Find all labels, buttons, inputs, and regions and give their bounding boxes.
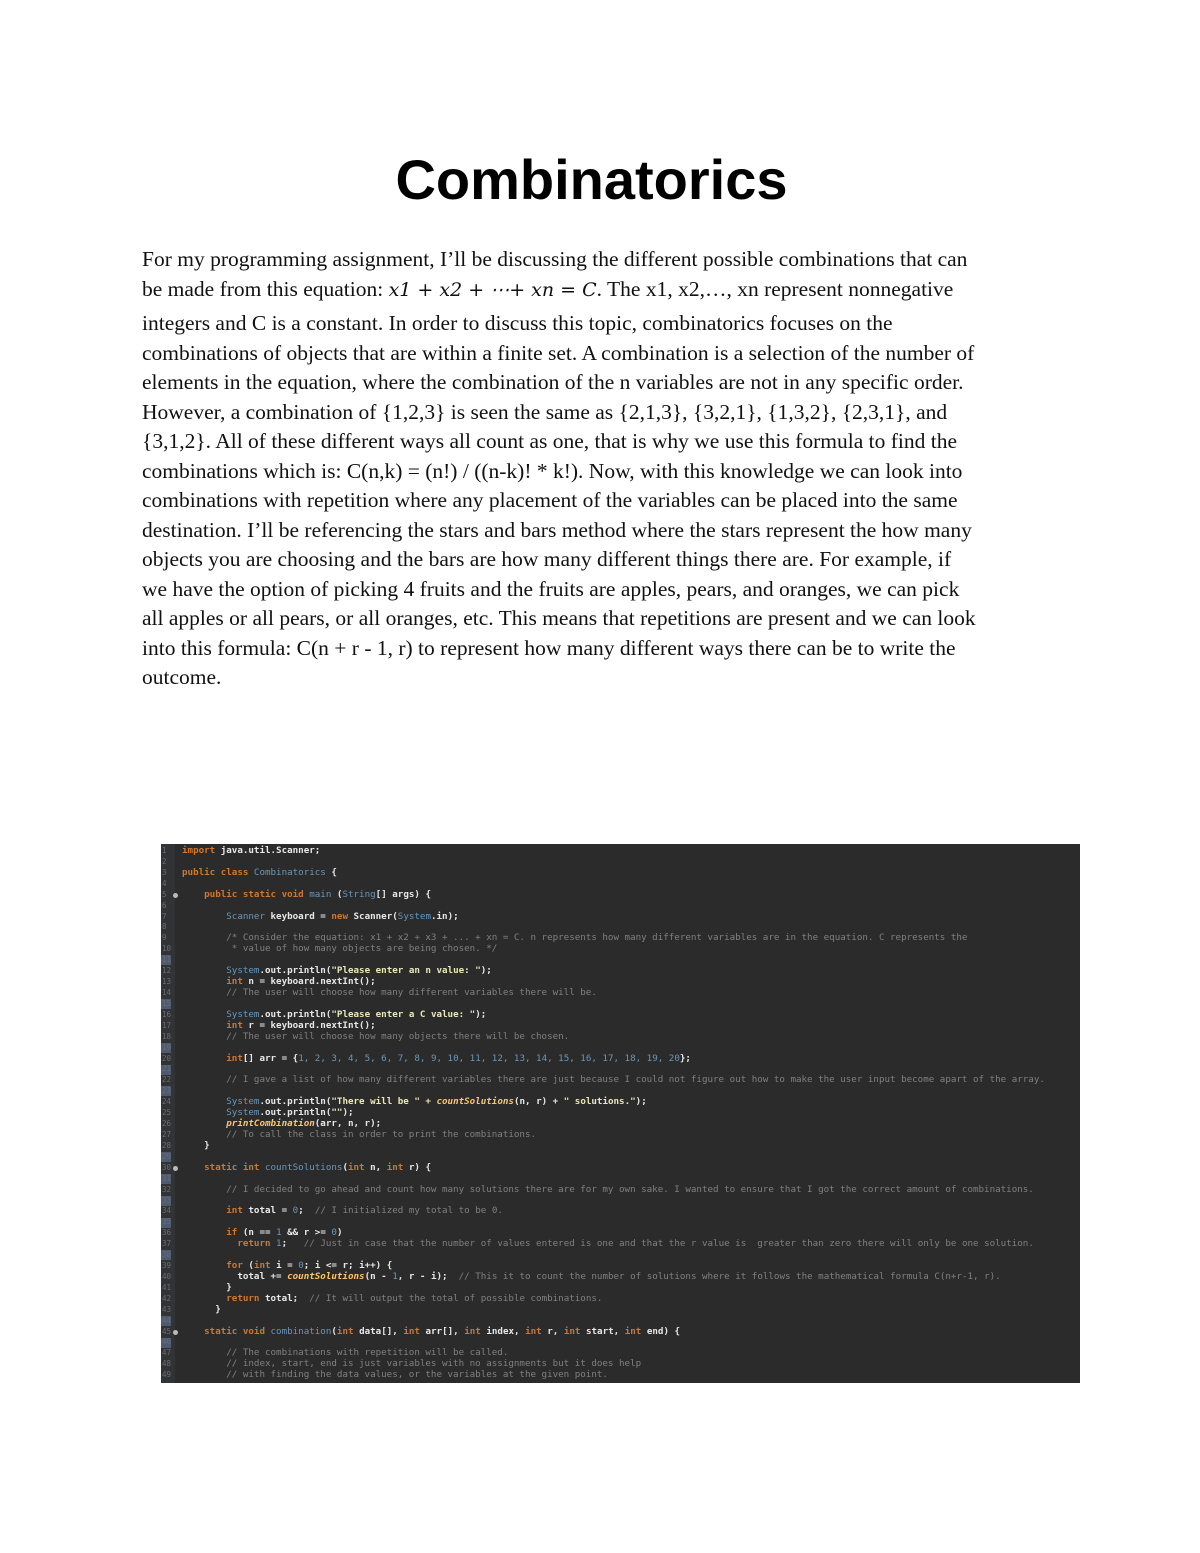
line-number: 18: [162, 1031, 172, 1041]
code-token: ): [336, 1227, 343, 1239]
paragraph-line: For my programming assignment, I’ll be discussing the different possible combinations that can: [142, 247, 968, 271]
code-token: );: [475, 1008, 487, 1020]
code-token: return: [182, 1238, 277, 1250]
code-token: main: [309, 888, 337, 900]
code-token: if: [182, 1227, 243, 1239]
line-number: 6: [162, 900, 167, 910]
line-number: 35: [162, 1217, 172, 1227]
code-token: return: [182, 1292, 265, 1304]
code-line: [161, 1075, 1080, 1086]
code-token: countSolutions: [287, 1270, 365, 1282]
paragraph-line: we have the option of picking 4 fruits and the fruits are apples, pears, and oranges, we can pick: [142, 576, 960, 601]
line-number: 47: [162, 1348, 172, 1358]
code-token: ;: [298, 1205, 315, 1217]
code-token: }: [182, 1281, 232, 1293]
paragraph-line: all apples or all pears, or all oranges, etc. This means that repetitions are present and we can look: [142, 606, 976, 630]
page-title: Combinatorics: [395, 148, 788, 211]
code-token: end) {: [646, 1325, 681, 1337]
code-token: r,: [547, 1325, 564, 1337]
line-number: 37: [162, 1239, 172, 1249]
code-token: String: [342, 888, 376, 900]
code-token: System: [182, 965, 260, 977]
code-token: };: [679, 1052, 691, 1064]
line-number: 36: [162, 1228, 172, 1238]
line-number: 40: [162, 1271, 172, 1281]
line-number: 11: [162, 955, 172, 965]
code-line: [161, 1130, 1080, 1141]
paragraph-line: destination. I’ll be referencing the stars and bars method where the stars represent the how many: [142, 517, 972, 542]
code-token: "Please enter an n value: ": [331, 965, 481, 977]
code-line: [161, 912, 1080, 923]
line-number: 25: [162, 1108, 172, 1118]
code-token: Combinatorics: [253, 866, 332, 878]
code-token: public static void: [182, 888, 310, 900]
code-token: .out.println(: [259, 1096, 332, 1108]
code-token: (: [336, 888, 343, 900]
code-token: keyboard =: [270, 910, 332, 922]
line-number: 41: [162, 1282, 172, 1292]
code-token: {: [331, 866, 337, 878]
code-token: System: [397, 910, 431, 922]
code-text: [182, 988, 597, 999]
code-token: 0: [331, 1227, 337, 1239]
code-token: // To call the class in order to print the combinations.: [182, 1128, 537, 1140]
code-token: r = keyboard.nextInt();: [248, 1019, 376, 1031]
code-text: [182, 1370, 608, 1381]
line-number: 3: [162, 867, 167, 877]
code-line: [161, 944, 1080, 955]
line-number: 14: [162, 987, 172, 997]
line-number: 5: [162, 889, 167, 899]
code-token: * value of how many objects are being chosen. */: [182, 943, 498, 955]
line-number: 24: [162, 1097, 172, 1107]
paragraph-line: {3,1,2}. All of these different ways all count as one, that is why we use this formula to find the: [142, 429, 957, 453]
code-token: i =: [276, 1260, 299, 1272]
code-token: countSolutions: [436, 1096, 514, 1108]
paragraph-line: However, a combination of {1,2,3} is seen the same as {2,1,3}, {3,2,1}, {1,3,2}, {2,3,1}, and: [142, 399, 948, 424]
code-token: import: [182, 845, 221, 856]
code-token: (: [248, 1260, 254, 1272]
code-token: static void: [182, 1325, 271, 1337]
code-text: [182, 1075, 1045, 1086]
code-token: int: [403, 1325, 426, 1337]
code-token: 1, 2, 3, 4, 5, 6, 7, 8, 9, 10, 11, 12, 13, 14, 15, 16, 17, 18, 19, 20: [298, 1052, 680, 1064]
line-number: 38: [162, 1250, 172, 1260]
code-line: [161, 1163, 1080, 1174]
code-token: int: [347, 1161, 371, 1173]
code-token: (n, r) +: [513, 1096, 564, 1108]
code-token: total =: [248, 1205, 293, 1217]
code-token: System: [182, 1008, 260, 1020]
line-number: 23: [162, 1086, 172, 1096]
code-token: System: [182, 1096, 260, 1108]
code-line: [161, 868, 1080, 879]
line-number: 29: [162, 1151, 172, 1161]
line-number: 7: [162, 911, 167, 921]
code-line: [161, 1141, 1080, 1152]
code-text: [182, 1272, 1001, 1283]
code-token: .out.println(: [259, 1008, 332, 1020]
code-token: );: [635, 1096, 647, 1108]
paragraph-text: . The x1, x2,…, xn represent nonnegative: [596, 276, 954, 301]
code-token: "Please enter a C value: ": [331, 1008, 476, 1020]
code-token: // The user will choose how many objects there will be chosen.: [182, 1030, 570, 1042]
line-number: 15: [162, 998, 172, 1008]
line-number: 42: [162, 1293, 172, 1303]
code-token: // It will output the total of possible combinations.: [309, 1292, 603, 1304]
code-token: 1: [276, 1238, 282, 1250]
code-token: 0: [298, 1260, 304, 1272]
code-token: , r - i);: [397, 1270, 459, 1282]
code-token: ;: [281, 1238, 304, 1250]
code-screenshot: [161, 844, 1080, 1383]
code-text: [182, 1206, 503, 1217]
line-number: 26: [162, 1119, 172, 1129]
code-token: && r >=: [287, 1227, 332, 1239]
code-token: }: [182, 1139, 210, 1151]
code-token: (arr, n, r);: [314, 1118, 382, 1130]
code-token: arr[],: [425, 1325, 465, 1337]
line-number: 44: [162, 1315, 172, 1325]
code-token: int: [336, 1325, 360, 1337]
code-line: [161, 1239, 1080, 1250]
code-line: [161, 890, 1080, 901]
code-token: // index, start, end is just variables with no assignments but it does help: [182, 1358, 642, 1370]
line-number: 32: [162, 1184, 172, 1194]
code-token: // This it to count the number of solutions where it follows the mathematical formula C(n+r-1, r).: [458, 1270, 1001, 1282]
line-number: 34: [162, 1206, 172, 1216]
code-line: [161, 988, 1080, 999]
equation: x1 + x2 + ⋯+ xn = C: [388, 278, 597, 301]
code-token: for: [182, 1260, 249, 1272]
paragraph-line: [142, 275, 1072, 306]
paragraph-line: combinations with repetition where any placement of the variables can be placed into the same: [142, 488, 958, 512]
code-token: (n ==: [242, 1227, 277, 1239]
fold-marker-icon[interactable]: [173, 1330, 178, 1335]
code-token: // The combinations with repetition will be called.: [182, 1347, 509, 1359]
code-text: [182, 1327, 680, 1338]
code-token: [] args) {: [375, 888, 431, 900]
code-text: [182, 944, 497, 955]
code-token: " solutions.": [563, 1096, 636, 1108]
line-number: 46: [162, 1337, 172, 1347]
code-token: ; i <= r; i++) {: [303, 1260, 393, 1272]
body-paragraph: [142, 245, 1072, 693]
fold-marker-icon[interactable]: [173, 893, 178, 898]
line-number: 43: [162, 1304, 172, 1314]
line-number: 39: [162, 1261, 172, 1271]
code-token: Scanner: [182, 910, 271, 922]
paragraph-text: be made from this equation:: [142, 276, 389, 301]
code-token: // I gave a list of how many different variables there are just because I could not figure out how to make the user input become apart of the array.: [182, 1074, 1045, 1086]
code-token: start,: [585, 1325, 625, 1337]
code-token: 1: [276, 1227, 288, 1239]
code-token: // I decided to go ahead and count how many solutions there are for my own sake. I wanted to ensure that I got the correct amount of combinations.: [182, 1183, 1034, 1195]
line-number: 33: [162, 1195, 172, 1205]
fold-marker-icon[interactable]: [173, 1166, 178, 1171]
code-token: "There will be " +: [331, 1096, 437, 1108]
code-token: .out.println(: [259, 1107, 332, 1119]
code-token: .in);: [430, 910, 459, 922]
code-token: .out.println(: [259, 965, 332, 977]
code-token: total +=: [182, 1270, 288, 1282]
paragraph-line: into this formula: C(n + r - 1, r) to represent how many different ways there can be to write the: [142, 635, 956, 660]
code-token: "": [331, 1107, 343, 1119]
code-text: [182, 846, 320, 857]
code-token: }: [182, 1303, 221, 1315]
code-token: 0: [292, 1205, 299, 1217]
line-number: 45: [162, 1326, 172, 1336]
code-line: [161, 1327, 1080, 1338]
line-number: 28: [162, 1140, 172, 1150]
paragraph-line: combinations which is: C(n,k) = (n!) / ((n-k)! * k!). Now, with this knowledge we can look into: [142, 458, 963, 483]
code-token: int: [182, 1019, 249, 1031]
code-text: [182, 1032, 569, 1043]
code-token: total;: [264, 1292, 310, 1304]
code-text: [182, 890, 431, 901]
code-token: int: [386, 1161, 409, 1173]
line-number: 48: [162, 1359, 172, 1369]
code-token: int: [253, 1260, 277, 1272]
code-token: // The user will choose how many different variables there will be.: [182, 986, 597, 998]
line-number: 4: [162, 878, 167, 888]
code-token: countSolutions: [264, 1161, 343, 1173]
code-token: (: [331, 1325, 337, 1337]
code-token: /* Consider the equation: x1 + x2 + x3 + ... + xn = C. n represents how many different variables are in the equation. C represents the: [182, 932, 968, 944]
code-text: [182, 868, 337, 879]
code-line: [161, 1272, 1080, 1283]
code-token: int: [182, 976, 249, 988]
code-token: Scanner(: [353, 910, 398, 922]
line-number: 12: [162, 966, 172, 976]
paragraph-line: integers and C is a constant. In order to discuss this topic, combinatorics focuses on the: [142, 311, 893, 335]
code-line: [161, 1294, 1080, 1305]
code-token: n = keyboard.nextInt();: [248, 976, 376, 988]
code-line: [161, 1370, 1080, 1381]
line-number: 13: [162, 977, 172, 987]
code-text: [182, 912, 459, 923]
code-text: [182, 1054, 691, 1065]
code-token: int: [464, 1325, 487, 1337]
code-token: // with finding the data values, or the variables at the given point.: [182, 1369, 608, 1381]
line-number: 22: [162, 1075, 172, 1085]
line-number: 49: [162, 1370, 172, 1380]
code-token: // Just in case that the number of values entered is one and that the r value is greater than zero there will only be one solution.: [303, 1238, 1034, 1250]
code-token: System: [182, 1107, 260, 1119]
code-line: [161, 846, 1080, 857]
paragraph-line: objects you are choosing and the bars are how many different things there are. For example, if: [142, 547, 952, 571]
code-line: [161, 1054, 1080, 1065]
code-line: [161, 1032, 1080, 1043]
line-number: 27: [162, 1129, 172, 1139]
code-token: int: [624, 1325, 647, 1337]
code-token: [] arr = {: [242, 1052, 299, 1064]
code-token: int: [563, 1325, 586, 1337]
code-token: (n -: [364, 1270, 393, 1282]
code-lines: [161, 846, 1080, 1381]
line-number: 31: [162, 1173, 172, 1183]
line-number: 9: [162, 933, 167, 943]
code-text: [182, 1294, 602, 1305]
code-text: [182, 1141, 210, 1152]
code-token: // I initialized my total to be 0.: [314, 1205, 503, 1217]
line-number: 17: [162, 1020, 172, 1030]
line-number: 21: [162, 1064, 172, 1074]
line-number: 19: [162, 1042, 172, 1052]
code-token: data[],: [359, 1325, 404, 1337]
code-token: r) {: [408, 1161, 432, 1173]
code-token: public class: [182, 866, 254, 878]
paragraph-line: elements in the equation, where the combination of the n variables are not in any specific order.: [142, 370, 964, 394]
line-number: 30: [162, 1162, 172, 1172]
line-number: 16: [162, 1009, 172, 1019]
code-token: combination: [270, 1325, 332, 1337]
code-token: 1: [392, 1270, 398, 1282]
line-number: 8: [162, 922, 167, 932]
code-text: [182, 1185, 1034, 1196]
code-token: new: [331, 910, 354, 922]
code-text: [182, 1130, 536, 1141]
code-token: java.util.Scanner;: [220, 845, 321, 856]
code-token: printCombination: [182, 1118, 315, 1130]
code-line: [161, 1305, 1080, 1316]
code-text: [182, 1239, 1034, 1250]
code-token: int: [182, 1052, 243, 1064]
code-token: n,: [370, 1161, 387, 1173]
line-number: 10: [162, 944, 172, 954]
code-token: );: [480, 965, 492, 977]
line-number: 2: [162, 856, 167, 866]
line-number: 20: [162, 1053, 172, 1063]
code-line: [161, 1206, 1080, 1217]
code-token: (: [342, 1161, 348, 1173]
code-line: [161, 1185, 1080, 1196]
line-number: 1: [162, 846, 167, 855]
code-text: [182, 1305, 221, 1316]
paragraph-line: combinations of objects that are within a finite set. A combination is a selection of the number of: [142, 340, 975, 365]
code-token: static int: [182, 1161, 265, 1173]
code-text: [182, 1163, 431, 1174]
code-token: index,: [486, 1325, 526, 1337]
code-token: );: [342, 1107, 354, 1119]
code-token: int: [182, 1205, 249, 1217]
code-token: int: [525, 1325, 548, 1337]
paragraph-line: outcome.: [142, 665, 222, 689]
